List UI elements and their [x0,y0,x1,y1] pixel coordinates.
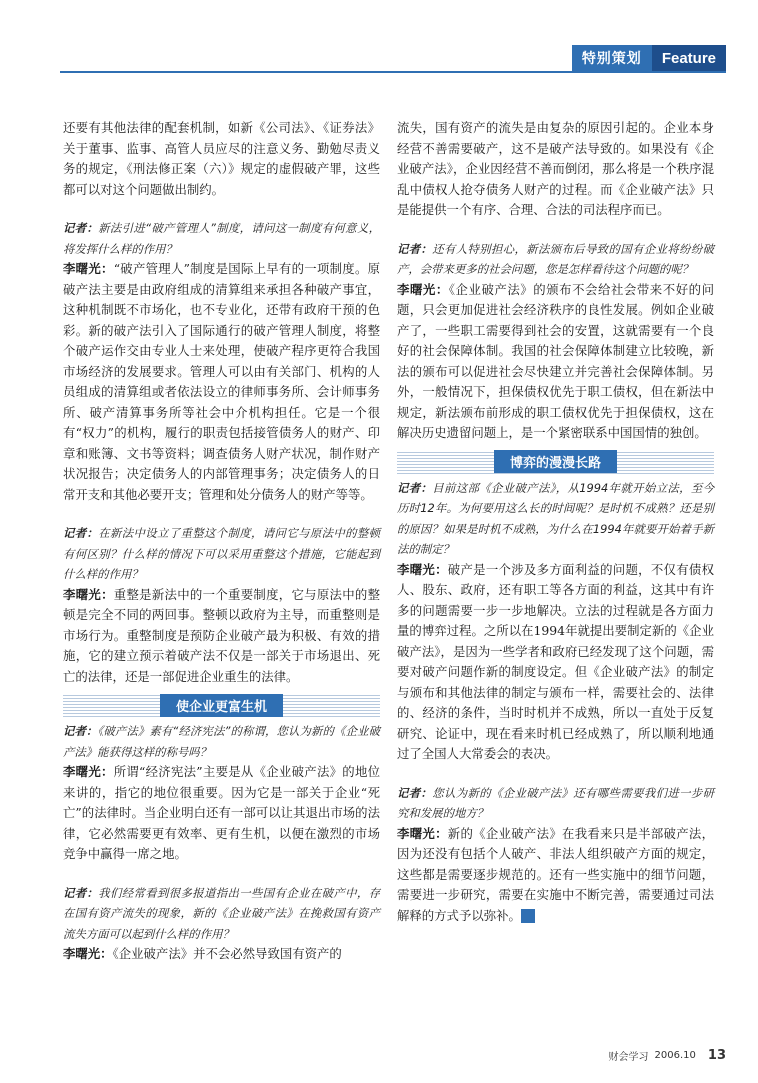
speaker-label: 记者： [63,221,99,235]
interviewee-answer [63,762,380,865]
interviewee-answer [63,259,380,505]
speaker-label: 记者： [63,885,99,900]
interviewer-question [397,478,714,560]
spacer [63,200,380,218]
speaker-label: 记者： [397,241,433,256]
speaker-label: 李曙光： [397,825,448,841]
interviewer-question [63,523,380,585]
paragraph-text: 《破产法》素有“经济宪法”的称谓，您认为新的《企业破产法》能获得这样的称号吗？ [63,724,380,759]
interviewer-question [63,721,380,762]
interviewee-answer [63,944,380,965]
section-heading-text: 使企业更富生机 [160,694,283,717]
paragraph-text: 《企业破产法》的颁布不会给社会带来不好的问题，只会更加促进社会经济秩序的良性发展。例如企业破产了，一些职工需要得到社会的安置，这就需要有一个良好的社会保障体制。我国的社会保障体制建立比较晚，新法的颁布可以促进社会尽快建立并完善社会保障体制。另外，一般情况下，担保债权优先于职工债权，但在新法中规定，新法颁布前形成的职工债权优先于担保债权，这在解决历史遗留问题上，是一个紧密联系中国国情的独创。 [397,281,715,440]
spacer [63,505,380,523]
paragraph-text: 新法引进“破产管理人”制度，请问这一制度有何意义，将发挥什么样的作用？ [63,221,380,256]
paragraph-text: 目前这部《企业破产法》，从1994年就开始立法，至今历时12年。为何要用这么长的时间呢？是时机不成熟？还是别的原因？如果是时机不成熟，为什么在1994年就要开始着手新法的制定？ [397,480,714,556]
right-column [397,118,714,926]
section-heading-text: 博弈的漫漫长路 [494,450,617,473]
body-paragraph: 还要有其他法律的配套机制，如新《公司法》、《证券法》关于董事、监事、高管人员应尽的注意义务、勤勉尽责义务的规定，《刑法修正案（六）》规定的虚假破产罪，这些都可以对这个问题做出制约。 [63,120,380,197]
interviewee-answer [397,560,714,765]
section-header [572,45,726,71]
speaker-label: 李曙光： [63,946,113,961]
paragraph-text: 在新法中设立了重整这个制度，请问它与原法中的整顿有何区别？什么样的情况下可以采用重整这个措施，它能起到什么样的作用？ [63,526,380,581]
page-number: 13 [707,1048,726,1063]
interviewer-question [397,239,714,280]
interviewer-question [63,883,380,945]
section-heading [397,450,714,474]
speaker-label: 李曙光： [63,586,114,602]
speaker-label: 记者： [63,526,99,540]
interviewee-answer [397,280,714,444]
interviewer-question [63,218,380,259]
speaker-label: 记者： [397,785,433,800]
spacer [397,221,714,239]
speaker-label: 李曙光： [397,281,449,297]
body-paragraph: 流失，国有资产的流失是由复杂的原因引起的。企业本身经营不善需要破产，这不是破产法导致的。如果没有《企业破产法》，企业因经营不善而倒闭，那么将是一个秩序混乱中债权人抢夺债务人财产的过程。而《企业破产法》只是能提供一个有序、合理、合法的司法程序而已。 [397,120,714,217]
paragraph-text: 《企业破产法》并不会必然导致国有资产的 [112,946,342,961]
paragraph-text: “破产管理人”制度是国际上早有的一项制度。原破产法主要是由政府组成的清算组来承担各种破产事宜，这种机制既不市场化，也不专业化，还带有政府干预的色彩。新的破产法引入了国际通行的破产管理人制度，将整个破产运作交由专业人士来处理，使破产程序更符合我国市场经济的发展要求。管理人可以由有关部门、机构的人员组成的清算组或者依法设立的律师事务所、会计师事务所、破产清算事务所等社会中介机构担任。它是一个很有“权力”的机构，履行的职责包括接管债务人的财产、印章和账簿、文书等资料；调查债务人财产状况，制作财产状况报告；决定债务人的内部管理事务；决定债务人的日常开支和其他必要开支；管理和处分债务人的财产等等。 [63,261,381,502]
paragraph-text: 我们经常看到很多报道指出一些国有企业在破产中，存在国有资产流失的现象，新的《企业破产法》在挽救国有资产流失方面可以起到什么样的作用？ [63,885,380,941]
interviewee-answer [63,585,380,688]
interviewer-question [397,783,714,824]
paragraph-text: 还有人特别担心，新法颁布后导致的国有企业将纷纷破产，会带来更多的社会问题，您是怎样看待这个问题的呢？ [397,241,714,276]
speaker-label: 记者： [63,724,98,738]
section-title-cn: 特别策划 [572,45,652,71]
interviewee-answer [397,824,714,927]
speaker-label: 李曙光： [63,261,114,276]
paragraph-text: 所谓“经济宪法”主要是从《企业破产法》的地位来讲的，指它的地位很重要。因为它是一部关于企业“死亡”的法律时。当企业明白还有一部可以让其退出市场的法律，它必然需要更有效率、更有生机，以便在激烈的市场竞争中赢得一席之地。 [63,764,381,861]
paragraph-text: 您认为新的《企业破产法》还有哪些需要我们进一步研究和发展的地方？ [397,785,714,820]
page-footer [609,1048,726,1063]
spacer [63,865,380,883]
speaker-label: 李曙光： [397,561,448,577]
speaker-label: 记者： [397,480,433,495]
paragraph-text: 破产是一个涉及多方面利益的问题，不仅有债权人、股东、政府，还有职工等各方面的利益，这其中有许多的问题需要一步一步地解决。立法的过程就是各方面力量的博弈过程。之所以在1994年就提出要制定新的《企业破产法》，是因为一些学者和政府已经发现了这个问题，需要对破产问题作新的制度设定。但《企业破产法》的制定与颁布和其他法律的制定与颁布一样，需要社会的、法律的、经济的条件，当时时机并不成熟，所以一直处于反复研究、论证中，现在看来时机已经成熟了，所以顺利地通过了全国人大常委会的表决。 [397,561,715,761]
paragraph-text: 新的《企业破产法》在我看来只是半部破产法，因为还没有包括个人破产、非法人组织破产方面的规定，这些都是需要逐步规范的。还有一些实施中的细节问题，需要进一步研究，需要在实施中不断完善，需要通过司法解释的方式予以弥补。 [397,825,715,923]
journal-name: 财会学习 [608,1052,649,1063]
section-heading [63,693,380,717]
header-rule [60,71,726,73]
speaker-label: 李曙光： [63,764,114,779]
issue-date: 2006.10 [654,1050,696,1061]
end-mark-icon [521,909,535,923]
left-column [63,118,380,965]
paragraph-text: 重整是新法中的一个重要制度，它与原法中的整顿是完全不同的两回事。整顿以政府为主导，而重整则是市场行为。重整制度是预防企业破产最为积极、有效的措施，它的建立预示着破产法不仅是一部关于市场退出、死亡的法律，还是一部促进企业重生的法律。 [63,586,381,684]
section-title-en: Feature [652,45,726,71]
spacer [397,765,714,783]
